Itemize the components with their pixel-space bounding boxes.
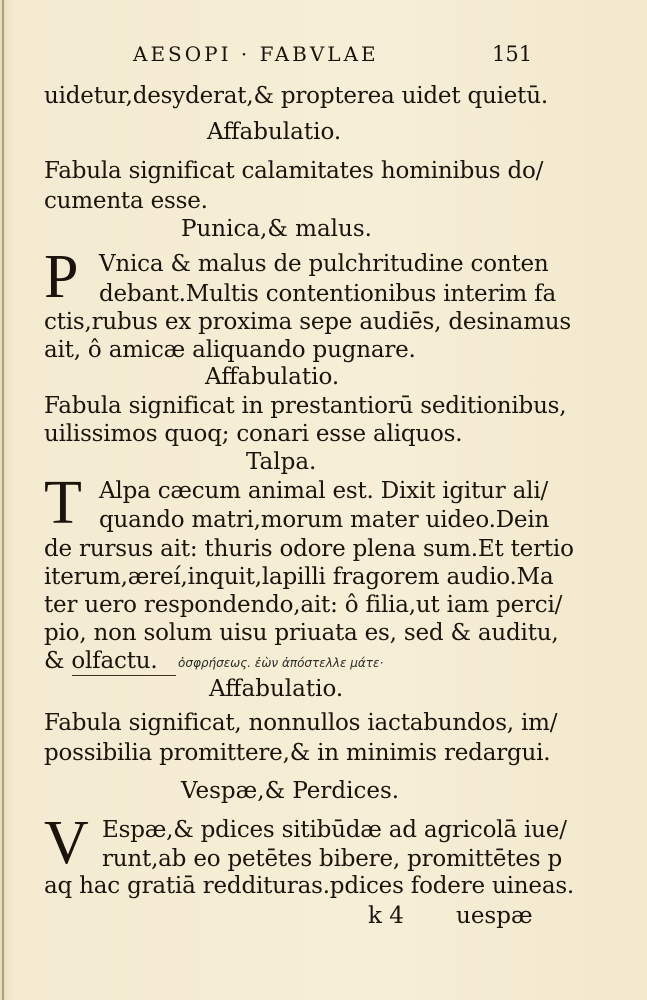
text-line: ctis,rubus ex proxima sepe audiēs, desinamus <box>44 309 572 335</box>
text-line: Fabula significat, nonnullos iactabundos, im/ <box>44 710 558 736</box>
text-line: quando matri,morum mater uideo.Dein <box>99 507 550 533</box>
text-line: Fabula significat calamitates hominibus do/ <box>44 158 544 184</box>
catchword: uespæ <box>456 903 533 929</box>
handwritten-annotation: ὀσφρήσεως. ἐὼν ἀπόστελλε μάτε· <box>178 656 384 670</box>
drop-capital: V <box>44 809 89 877</box>
signature-mark: k 4 <box>368 903 404 929</box>
fable-title: Vespæ,& Perdices. <box>181 778 400 804</box>
text-line: & olfactu. <box>44 648 158 674</box>
text-line: uidetur,desyderat,& propterea uidet quietū. <box>44 83 548 109</box>
gutter-line <box>2 0 4 1000</box>
text-line: de rursus ait: thuris odore plena sum.Et tertio <box>44 536 574 562</box>
text-line: debant.Multis contentionibus interim fa <box>99 281 556 307</box>
text-line: iterum,æreí,inquit,lapilli fragorem audio.Ma <box>44 564 554 590</box>
text-line: runt,ab eo petētes bibere, promittētes p <box>102 846 563 872</box>
text-line: Alpa cæcum animal est. Dixit igitur ali/ <box>99 478 549 504</box>
text-line: Espæ,& pdices sitibūdæ ad agricolā iue/ <box>102 817 567 843</box>
section-heading: Affabulatio. <box>205 364 340 390</box>
fable-title: Talpa. <box>246 449 317 475</box>
text-line: Fabula significat in prestantiorū seditionibus, <box>44 393 567 419</box>
text-line: cumenta esse. <box>44 188 208 214</box>
text-line: ait, ô amicæ aliquando pugnare. <box>44 337 416 363</box>
fable-title: Punica,& malus. <box>181 216 372 242</box>
text-line: aq hac gratiā reddituras.pdices fodere uineas. <box>44 873 575 899</box>
page-number: 151 <box>492 42 533 66</box>
text-line: pio, non solum uisu priuata es, sed & auditu, <box>44 620 559 646</box>
running-title: AESOPI · FABVLAE <box>133 42 379 66</box>
section-heading: Affabulatio. <box>207 119 342 145</box>
text-line: uilissimos quoq; conari esse aliquos. <box>44 421 463 447</box>
text-line: possibilia promittere,& in minimis redargui. <box>44 740 551 766</box>
section-heading: Affabulatio. <box>209 676 344 702</box>
drop-capital: P <box>44 243 79 311</box>
underline-rule <box>72 675 176 676</box>
drop-capital: T <box>44 469 82 537</box>
text-line: Vnica & malus de pulchritudine conten <box>99 251 549 277</box>
text-line: ter uero respondendo,ait: ô filia,ut iam perci/ <box>44 592 563 618</box>
